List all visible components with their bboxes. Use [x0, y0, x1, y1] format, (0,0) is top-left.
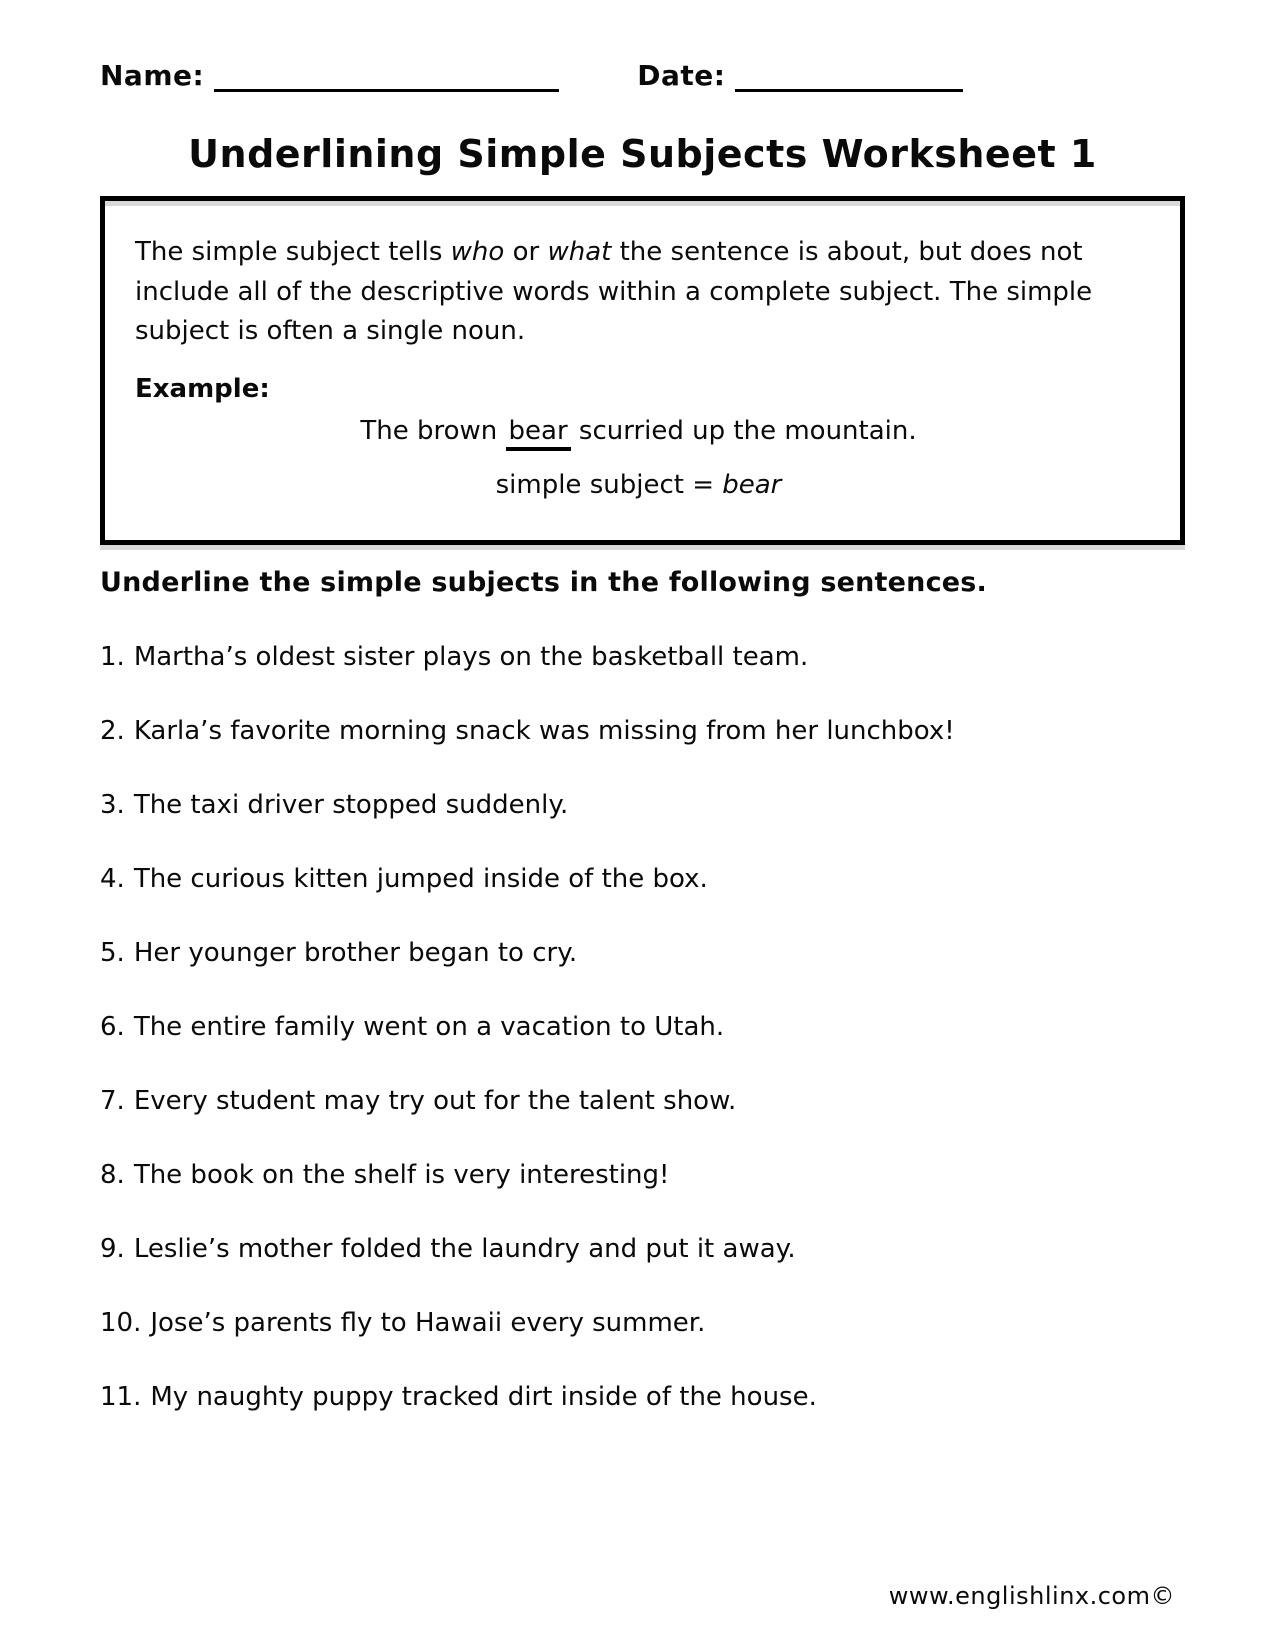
date-group [637, 58, 963, 92]
sentence-number: 3. [100, 789, 125, 820]
sentence-text: Martha’s oldest sister plays on the basketball team. [133, 641, 809, 672]
date-blank-line [735, 58, 963, 92]
sentence-item-8 [100, 1160, 1185, 1190]
sentence-item-9 [100, 1234, 1185, 1264]
sentence-text: Leslie’s mother folded the laundry and put it away. [133, 1233, 796, 1264]
example-label: Example: [135, 373, 270, 404]
sentence-text: The entire family went on a vacation to Utah. [133, 1011, 725, 1042]
sentence-number: 4. [100, 863, 125, 894]
definition-part3: the sentence is about, but does not include all of the descriptive words within a complete subject. The simple subject is often a single noun. [135, 237, 1093, 347]
sentence-item-3 [100, 790, 1185, 820]
sentence-text: Her younger brother began to cry. [133, 937, 578, 968]
sentence-text: The taxi driver stopped suddenly. [133, 789, 569, 820]
sentence-number: 1. [100, 641, 125, 672]
sentence-text: Karla’s favorite morning snack was missing from her lunchbox! [133, 715, 955, 746]
sentence-text: Every student may try out for the talent show. [133, 1085, 737, 1116]
example-sentence-post: scurried up the mountain. [570, 415, 917, 446]
name-label: Name: [100, 59, 205, 92]
example-sentence [135, 416, 1142, 446]
sentence-number: 9. [100, 1233, 125, 1264]
example-answer-label: simple subject = [495, 469, 723, 500]
definition-part1: The simple subject tells [135, 237, 451, 267]
sentence-list [100, 642, 1185, 1412]
sentence-number: 10. [100, 1307, 142, 1338]
definition-box [100, 196, 1185, 545]
sentence-number: 8. [100, 1159, 125, 1190]
name-blank-line [214, 58, 559, 92]
sentence-item-1 [100, 642, 1185, 672]
footer-website: www.englishlinx.com© [888, 1582, 1175, 1610]
definition-italic-what: what [547, 237, 612, 267]
sentence-item-11 [100, 1382, 1185, 1412]
definition-italic-who: who [450, 237, 505, 267]
sentence-item-6 [100, 1012, 1185, 1042]
page-title: Underlining Simple Subjects Worksheet 1 [188, 132, 1097, 176]
sentence-item-5 [100, 938, 1185, 968]
sentence-number: 6. [100, 1011, 125, 1042]
sentence-number: 2. [100, 715, 125, 746]
sentence-number: 5. [100, 937, 125, 968]
sentence-text: My naughty puppy tracked dirt inside of the house. [150, 1381, 817, 1412]
sentence-item-10 [100, 1308, 1185, 1338]
sentence-number: 7. [100, 1085, 125, 1116]
sentence-item-4 [100, 864, 1185, 894]
example-underlined-subject: bear [506, 416, 571, 451]
sentence-text: Jose’s parents fly to Hawaii every summer. [150, 1307, 706, 1338]
sentence-text: The curious kitten jumped inside of the box. [133, 863, 708, 894]
sentence-item-7 [100, 1086, 1185, 1116]
sentence-item-2 [100, 716, 1185, 746]
sentence-number: 11. [100, 1381, 142, 1412]
header-row [100, 58, 1185, 92]
sentence-text: The book on the shelf is very interesting! [133, 1159, 670, 1190]
date-label: Date: [637, 59, 726, 92]
example-answer-word: bear [722, 469, 782, 500]
example-sentence-pre: The brown [360, 415, 506, 446]
definition-part2: or [504, 237, 548, 267]
directions-text: Underline the simple subjects in the following sentences. [100, 566, 988, 598]
definition-text [135, 233, 1142, 352]
example-answer [135, 470, 1142, 500]
